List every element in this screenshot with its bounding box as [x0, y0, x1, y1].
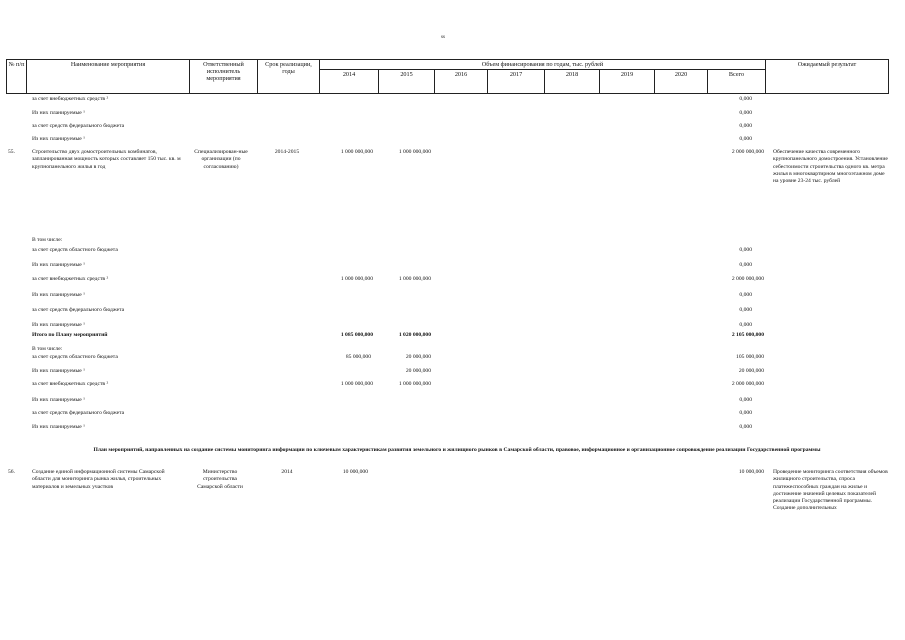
header-year: 2014 [320, 70, 379, 94]
row-2014: 1 000 000,000 [340, 381, 373, 387]
item-responsible: Министерство строительства Самарской области [197, 469, 243, 490]
row-2015: 20 000,000 [405, 354, 431, 360]
item-term: 2014-2015 [274, 149, 300, 155]
total-label: Итого по Плану мероприятий [32, 332, 108, 338]
row-total: 0,000 [739, 96, 752, 102]
item-name: Строительство двух домостроительных комбинатов, запланированная мощность которых составляет 150 тыс. кв. м крупнопанельного жилья в год [32, 149, 181, 170]
row-label: за счет средств областного бюджета [32, 354, 118, 360]
header-year: 2015 [379, 70, 435, 94]
total-2014: 1 085 000,000 [340, 332, 373, 338]
header-term: Срок реализации, годы [258, 60, 320, 94]
row-label: Из них планируемые ¹ [32, 136, 85, 142]
row-label: Из них планируемые ¹ [32, 424, 85, 430]
row-label: Из них планируемые ¹ [32, 262, 85, 268]
row-total: 0,000 [739, 262, 752, 268]
row-label: Из них планируемые ¹ [32, 322, 85, 328]
row-total: 2 000 000,000 [731, 276, 764, 282]
section-title: План мероприятий, направленных на создание системы мониторинга информации по ключевым характеристикам развития земельного и жилищного рынков в Самарской области, правовое, информационное и организационное сопровождение реализации Государственной программы [93, 447, 821, 453]
row-total: 0,000 [739, 110, 752, 116]
row-label: за счет средств федерального бюджета [32, 307, 125, 313]
row-2014: 85 000,000 [345, 354, 371, 360]
total-2015: 1 020 000,000 [398, 332, 431, 338]
item-result: Проведение мониторинга соответствия объемов жилищного строительства, спроса платежеспособных граждан на жилье и достижение значений целевых показателей реализации Государственной программы. Создание дополнительных [773, 469, 888, 512]
header-year: 2019 [600, 70, 655, 94]
row-2015: 20 000,000 [405, 368, 431, 374]
item-total: 10 000,000 [738, 469, 764, 475]
row-total: 0,000 [739, 123, 752, 129]
header-total: Всего [708, 70, 766, 94]
row-label: В том числе: [32, 237, 63, 243]
row-total: 105 000,000 [736, 354, 764, 360]
header-year: 2018 [545, 70, 600, 94]
row-label: за счет средств федерального бюджета [32, 410, 125, 416]
item-2014: 10 000,000 [342, 469, 368, 475]
row-total: 0,000 [739, 292, 752, 298]
header-result: Ожидаемый результат [766, 60, 889, 94]
row-label: Из них планируемые ¹ [32, 110, 85, 116]
row-total: 0,000 [739, 397, 752, 403]
row-label: за счет средств областного бюджета [32, 247, 118, 253]
item-number: 56. [8, 469, 15, 475]
row-total: 0,000 [739, 322, 752, 328]
row-label: за счет внебюджетных средств ² [32, 381, 109, 387]
total-total: 2 105 000,000 [731, 332, 764, 338]
row-total: 0,000 [739, 136, 752, 142]
row-label: Из них планируемые ¹ [32, 397, 85, 403]
row-2015: 1 000 000,000 [398, 276, 431, 282]
page-number: ss [441, 35, 445, 40]
table-header [6, 59, 889, 94]
row-label: за счет средств федерального бюджета [32, 123, 125, 129]
item-total: 2 000 000,000 [731, 149, 764, 155]
row-total: 0,000 [739, 247, 752, 253]
row-label: за счет внебюджетных средств ² [32, 96, 109, 102]
header-year: 2017 [488, 70, 545, 94]
row-label: Из них планируемые ¹ [32, 292, 85, 298]
row-total: 0,000 [739, 410, 752, 416]
item-2015: 1 000 000,000 [398, 149, 431, 155]
row-total: 0,000 [739, 424, 752, 430]
header-year: 2020 [655, 70, 708, 94]
header-no: № п/п [7, 60, 27, 94]
row-total: 20 000,000 [738, 368, 764, 374]
header-year: 2016 [435, 70, 488, 94]
row-2015: 1 000 000,000 [398, 381, 431, 387]
item-name: Создание единой информационной системы Самарской области для мониторинга рынка жилья, строительных материалов и земельных участков [32, 469, 165, 490]
row-label: за счет внебюджетных средств ² [32, 276, 109, 282]
row-label: В том числе: [32, 346, 63, 352]
item-term: 2014 [281, 469, 293, 475]
item-responsible: Специализирован-ные организации (по согласованию) [194, 149, 248, 170]
row-label: Из них планируемые ¹ [32, 368, 85, 374]
header-responsible: Ответственный исполнитель мероприятия [190, 60, 258, 94]
item-number: 55. [8, 149, 15, 155]
row-total: 0,000 [739, 307, 752, 313]
item-result: Обеспечение качества современного крупнопанельного домостроения. Установление себестоимости строительства одного кв. метра жилья в многоквартирном многоэтажном доме на уровне 23-24 тыс. рублей [773, 149, 888, 185]
header-name: Наименование мероприятия [27, 60, 190, 94]
header-volume: Объем финансирования по годам, тыс. рублей [320, 60, 766, 70]
row-2014: 1 000 000,000 [340, 276, 373, 282]
item-2014: 1 000 000,000 [340, 149, 373, 155]
row-total: 2 000 000,000 [731, 381, 764, 387]
